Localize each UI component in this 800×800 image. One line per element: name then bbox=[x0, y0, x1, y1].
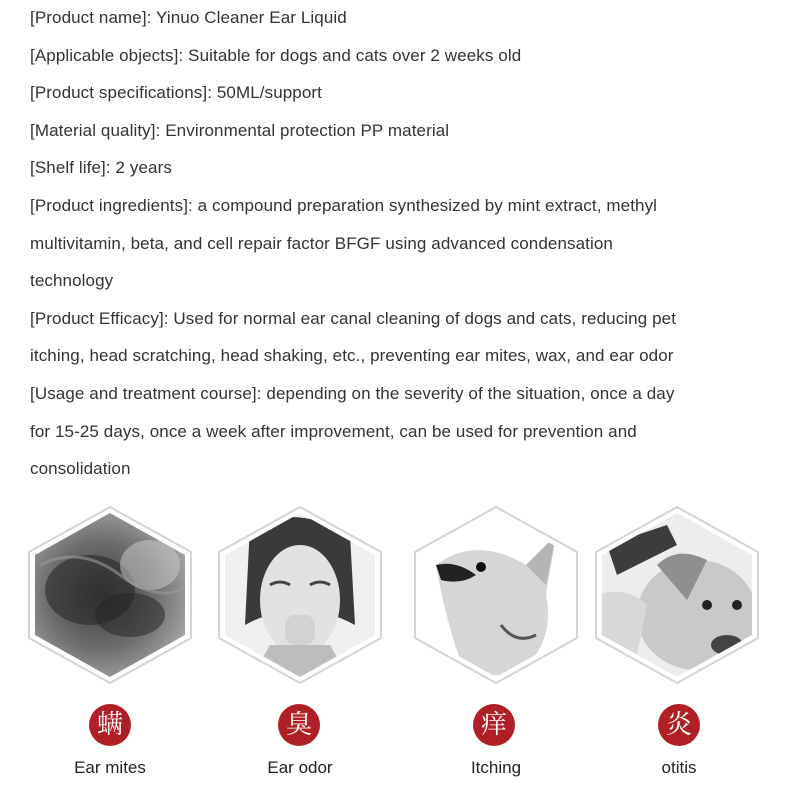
spec-line: consolidation bbox=[30, 459, 131, 479]
spec-line: [Applicable objects]: Suitable for dogs and cats over 2 weeks old bbox=[30, 45, 522, 65]
symptom-label: Ear odor bbox=[267, 758, 333, 777]
odor-badge: 臭 bbox=[278, 704, 320, 746]
symptom-label: otitis bbox=[661, 758, 697, 777]
spec-line: [Product Efficacy]: Used for normal ear canal cleaning of dogs and cats, reducing pet bbox=[30, 308, 677, 328]
symptom-ear-mites bbox=[20, 505, 200, 795]
spec-line: technology bbox=[30, 271, 114, 291]
ear-odor-photo bbox=[210, 505, 390, 685]
otitis-badge: 炎 bbox=[658, 704, 700, 746]
itching-badge: 痒 bbox=[473, 704, 515, 746]
itching-photo bbox=[406, 505, 586, 685]
otitis-photo bbox=[587, 505, 767, 685]
mites-badge: 螨 bbox=[89, 704, 131, 746]
spec-line: [Material quality]: Environmental protection PP material bbox=[30, 120, 450, 140]
spec-line: [Product ingredients]: a compound preparation synthesized by mint extract, methyl bbox=[30, 195, 658, 215]
spec-line: itching, head scratching, head shaking, etc., preventing ear mites, wax, and ear odor bbox=[30, 346, 674, 366]
symptom-ear-odor bbox=[210, 505, 390, 795]
spec-line: [Product specifications]: 50ML/support bbox=[30, 83, 323, 103]
spec-line: multivitamin, beta, and cell repair factor BFGF using advanced condensation bbox=[30, 233, 613, 253]
symptom-otitis bbox=[587, 505, 767, 795]
symptom-label: Ear mites bbox=[74, 758, 146, 777]
spec-line: for 15-25 days, once a week after improvement, can be used for prevention and bbox=[30, 421, 637, 441]
symptom-label: Itching bbox=[470, 758, 522, 777]
spec-line: [Usage and treatment course]: depending on the severity of the situation, once a day bbox=[30, 383, 675, 403]
symptom-icons bbox=[0, 505, 800, 800]
product-specs bbox=[30, 0, 790, 488]
symptom-itching bbox=[406, 505, 586, 795]
spec-line: [Shelf life]: 2 years bbox=[30, 158, 172, 178]
ear-mites-photo bbox=[20, 505, 200, 685]
spec-line: [Product name]: Yinuo Cleaner Ear Liquid bbox=[30, 8, 347, 27]
